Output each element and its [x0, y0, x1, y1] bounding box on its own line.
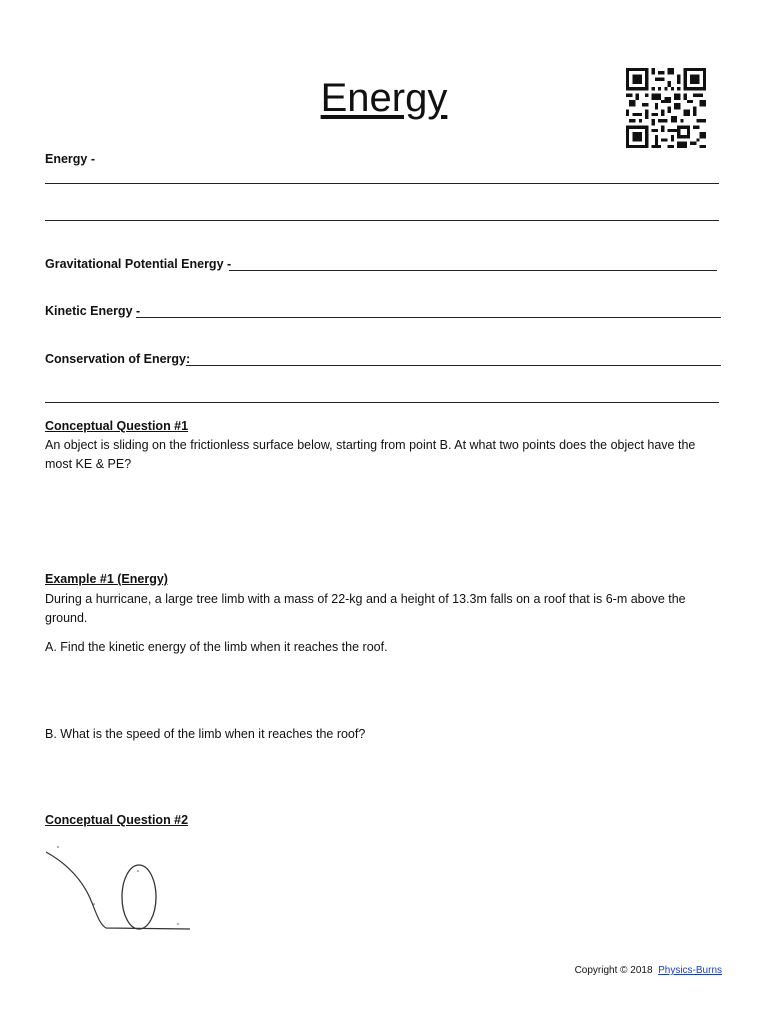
copyright-footer — [575, 965, 722, 976]
point-marker-2 — [93, 903, 95, 905]
conceptual-question-1-heading: Conceptual Question #1 — [45, 419, 189, 433]
track-path — [46, 852, 190, 929]
conceptual-question-2-heading: Conceptual Question #2 — [45, 813, 189, 827]
copyright-text: Copyright © 2018 — [574, 965, 653, 976]
gpe-label: Gravitational Potential Energy - — [45, 257, 232, 271]
point-marker-3 — [137, 870, 139, 872]
example-1-text: During a hurricane, a large tree limb with a mass of 22-kg and a height of 13.3m falls on a roof that is 6-m above the ground. — [45, 592, 686, 625]
loop-track-diagram — [44, 838, 194, 934]
kinetic-energy-label: Kinetic Energy - — [45, 304, 141, 318]
conservation-label: Conservation of Energy: — [45, 352, 191, 366]
point-marker-4 — [177, 923, 179, 925]
example-1-part-b: B. What is the speed of the limb when it reaches the roof? — [45, 727, 366, 741]
conservation-blank-line-2 — [45, 402, 719, 403]
kinetic-energy-blank-line — [136, 317, 721, 318]
energy-label: Energy - — [45, 152, 96, 166]
loop-ellipse — [122, 865, 156, 929]
gpe-blank-line — [229, 270, 717, 271]
example-1-part-a: A. Find the kinetic energy of the limb when it reaches the roof. — [45, 640, 388, 654]
physics-burns-link[interactable]: Physics-Burns — [658, 965, 722, 976]
conceptual-question-1-text: An object is sliding on the frictionless surface below, starting from point B. At what two points does the object have the most KE & PE? — [45, 438, 696, 471]
point-marker-1 — [57, 846, 59, 848]
conservation-blank-line-1 — [186, 365, 721, 366]
example-1-heading: Example #1 (Energy) — [45, 572, 168, 586]
qr-code — [626, 68, 706, 148]
energy-blank-line-1 — [45, 183, 719, 184]
energy-blank-line-2 — [45, 220, 719, 221]
page-title: Energy — [320, 76, 448, 120]
